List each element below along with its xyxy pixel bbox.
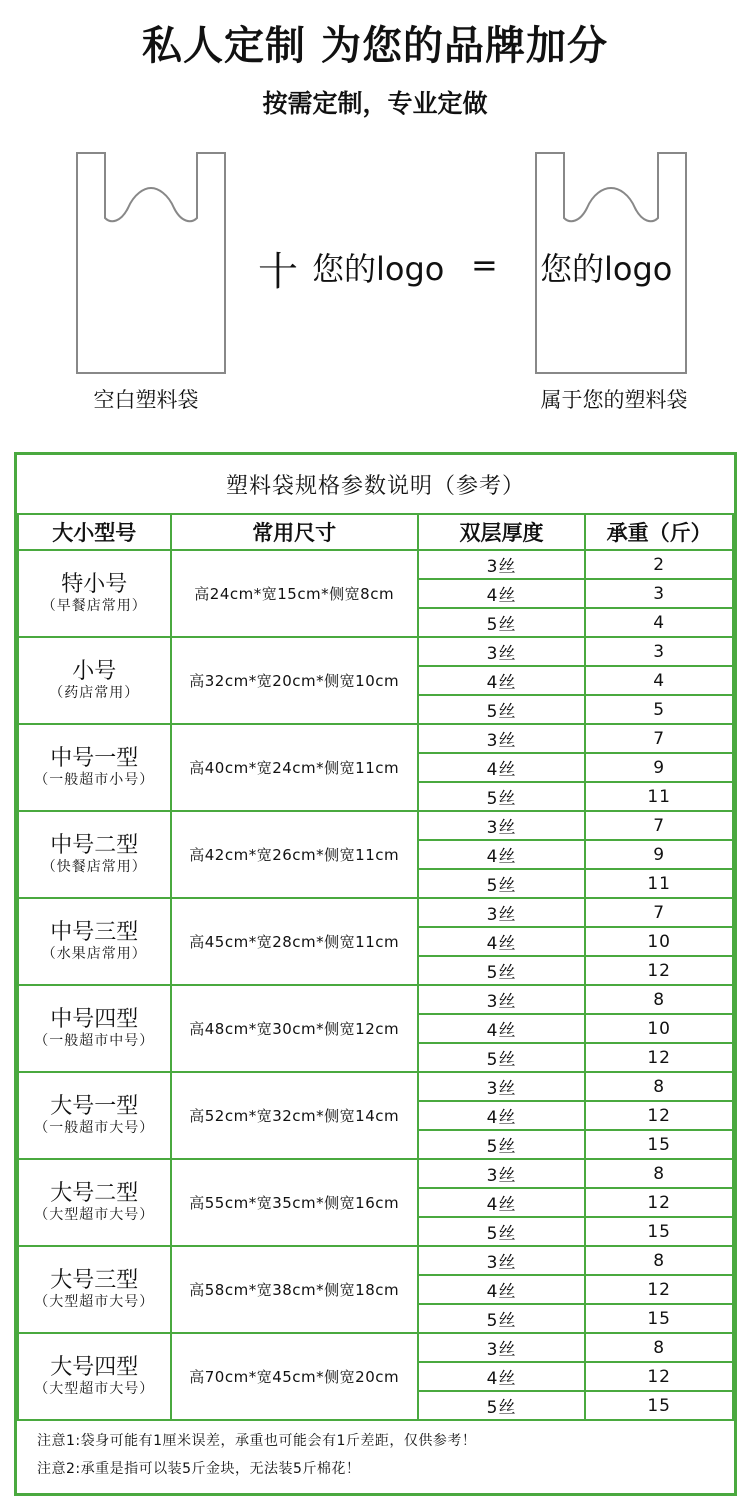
- thickness-cell: 5丝: [418, 1304, 585, 1333]
- thickness-cell: 3丝: [418, 637, 585, 666]
- thickness-cell: 3丝: [418, 811, 585, 840]
- common-size-cell: 高45cm*宽28cm*侧宽11cm: [171, 898, 418, 985]
- blank-bag-icon: [76, 152, 226, 374]
- load-cell: 4: [585, 666, 733, 695]
- logo-label: 您的logo: [312, 250, 445, 288]
- branded-bag-logo-text: 您的logo: [540, 250, 673, 288]
- thickness-cell: 4丝: [418, 579, 585, 608]
- load-cell: 15: [585, 1130, 733, 1159]
- blank-bag-caption: 空白塑料袋: [93, 388, 199, 412]
- note-1: 注意1:袋身可能有1厘米误差，承重也可能会有1斤差距，仅供参考！: [37, 1433, 477, 1449]
- size-model-name: 大号四型: [50, 1354, 139, 1380]
- load-cell: 3: [585, 637, 733, 666]
- thickness-cell: 3丝: [418, 1159, 585, 1188]
- load-cell: 12: [585, 1188, 733, 1217]
- size-model-name: 中号一型: [50, 745, 139, 771]
- size-model-name: 中号二型: [50, 832, 139, 858]
- load-cell: 10: [585, 1014, 733, 1043]
- size-model-cell: [18, 1072, 171, 1159]
- size-model-name: 大号三型: [50, 1267, 139, 1293]
- table-row: [18, 724, 733, 753]
- load-cell: 8: [585, 1072, 733, 1101]
- load-cell: 4: [585, 608, 733, 637]
- table-row: [18, 1159, 733, 1188]
- thickness-cell: 5丝: [418, 1217, 585, 1246]
- thickness-cell: 3丝: [418, 724, 585, 753]
- thickness-cell: 5丝: [418, 869, 585, 898]
- size-model-name: 大号二型: [50, 1180, 139, 1206]
- plus-sign: 十: [258, 249, 298, 295]
- load-cell: 7: [585, 898, 733, 927]
- column-header-load: 承重（斤）: [585, 514, 733, 550]
- spec-table-frame: [14, 452, 737, 1496]
- load-cell: 8: [585, 1159, 733, 1188]
- table-row: [18, 550, 733, 579]
- thickness-cell: 4丝: [418, 1101, 585, 1130]
- size-model-name: 大号一型: [50, 1093, 139, 1119]
- page-subtitle: 按需定制，专业定做: [262, 89, 488, 118]
- thickness-cell: 3丝: [418, 898, 585, 927]
- thickness-cell: 5丝: [418, 695, 585, 724]
- size-model-usage: （一般超市小号）: [34, 771, 155, 788]
- load-cell: 3: [585, 579, 733, 608]
- thickness-cell: 3丝: [418, 1333, 585, 1362]
- size-model-cell: [18, 898, 171, 985]
- notes: [37, 1427, 476, 1483]
- load-cell: 15: [585, 1391, 733, 1420]
- table-row: [18, 898, 733, 927]
- load-cell: 12: [585, 1362, 733, 1391]
- thickness-cell: 4丝: [418, 1362, 585, 1391]
- load-cell: 15: [585, 1217, 733, 1246]
- common-size-cell: 高32cm*宽20cm*侧宽10cm: [171, 637, 418, 724]
- common-size-cell: 高40cm*宽24cm*侧宽11cm: [171, 724, 418, 811]
- thickness-cell: 4丝: [418, 840, 585, 869]
- thickness-cell: 5丝: [418, 608, 585, 637]
- load-cell: 11: [585, 869, 733, 898]
- load-cell: 9: [585, 840, 733, 869]
- table-row: [18, 1072, 733, 1101]
- load-cell: 12: [585, 1043, 733, 1072]
- common-size-cell: 高52cm*宽32cm*侧宽14cm: [171, 1072, 418, 1159]
- size-model-usage: （一般超市中号）: [34, 1032, 155, 1049]
- load-cell: 12: [585, 1275, 733, 1304]
- size-model-cell: [18, 550, 171, 637]
- common-size-cell: 高48cm*宽30cm*侧宽12cm: [171, 985, 418, 1072]
- load-cell: 8: [585, 1246, 733, 1275]
- size-model-cell: [18, 1159, 171, 1246]
- column-header-size-model: 大小型号: [18, 514, 171, 550]
- page-title: 私人定制 为您的品牌加分: [142, 23, 608, 69]
- common-size-cell: 高55cm*宽35cm*侧宽16cm: [171, 1159, 418, 1246]
- load-cell: 10: [585, 927, 733, 956]
- load-cell: 8: [585, 985, 733, 1014]
- common-size-cell: 高24cm*宽15cm*侧宽8cm: [171, 550, 418, 637]
- load-cell: 5: [585, 695, 733, 724]
- thickness-cell: 5丝: [418, 956, 585, 985]
- size-model-usage: （早餐店常用）: [41, 597, 147, 614]
- size-model-cell: [18, 1333, 171, 1420]
- size-model-cell: [18, 1246, 171, 1333]
- size-model-usage: （药店常用）: [49, 684, 140, 701]
- table-row: [18, 1333, 733, 1362]
- equals-sign: =: [471, 246, 498, 284]
- column-header-thickness: 双层厚度: [418, 514, 585, 550]
- load-cell: 15: [585, 1304, 733, 1333]
- size-model-cell: [18, 811, 171, 898]
- size-model-usage: （大型超市大号）: [34, 1206, 155, 1223]
- thickness-cell: 4丝: [418, 753, 585, 782]
- branded-bag-caption: 属于您的塑料袋: [540, 388, 688, 412]
- load-cell: 7: [585, 724, 733, 753]
- size-model-name: 中号四型: [50, 1006, 139, 1032]
- spec-table: [17, 455, 734, 1421]
- thickness-cell: 5丝: [418, 1130, 585, 1159]
- thickness-cell: 3丝: [418, 550, 585, 579]
- load-cell: 7: [585, 811, 733, 840]
- table-row: [18, 985, 733, 1014]
- table-row: [18, 1246, 733, 1275]
- table-title: 塑料袋规格参数说明（参考）: [18, 455, 733, 514]
- note-2: 注意2:承重是指可以装5斤金块，无法装5斤棉花！: [37, 1461, 361, 1477]
- size-model-usage: （大型超市大号）: [34, 1293, 155, 1310]
- size-model-name: 中号三型: [50, 919, 139, 945]
- thickness-cell: 4丝: [418, 1188, 585, 1217]
- table-row: [18, 811, 733, 840]
- column-header-common-size: 常用尺寸: [171, 514, 418, 550]
- thickness-cell: 4丝: [418, 927, 585, 956]
- load-cell: 12: [585, 956, 733, 985]
- thickness-cell: 4丝: [418, 1275, 585, 1304]
- load-cell: 9: [585, 753, 733, 782]
- size-model-cell: [18, 985, 171, 1072]
- thickness-cell: 3丝: [418, 985, 585, 1014]
- load-cell: 8: [585, 1333, 733, 1362]
- thickness-cell: 5丝: [418, 1391, 585, 1420]
- size-model-usage: （大型超市大号）: [34, 1380, 155, 1397]
- thickness-cell: 4丝: [418, 666, 585, 695]
- common-size-cell: 高42cm*宽26cm*侧宽11cm: [171, 811, 418, 898]
- size-model-cell: [18, 637, 171, 724]
- thickness-cell: 3丝: [418, 1072, 585, 1101]
- table-row: [18, 637, 733, 666]
- load-cell: 12: [585, 1101, 733, 1130]
- size-model-usage: （快餐店常用）: [41, 858, 147, 875]
- thickness-cell: 3丝: [418, 1246, 585, 1275]
- thickness-cell: 5丝: [418, 782, 585, 811]
- thickness-cell: 4丝: [418, 1014, 585, 1043]
- size-model-usage: （水果店常用）: [41, 945, 147, 962]
- size-model-name: 特小号: [61, 571, 128, 597]
- size-model-name: 小号: [72, 658, 117, 684]
- thickness-cell: 5丝: [418, 1043, 585, 1072]
- load-cell: 2: [585, 550, 733, 579]
- common-size-cell: 高58cm*宽38cm*侧宽18cm: [171, 1246, 418, 1333]
- load-cell: 11: [585, 782, 733, 811]
- common-size-cell: 高70cm*宽45cm*侧宽20cm: [171, 1333, 418, 1420]
- size-model-usage: （一般超市大号）: [34, 1119, 155, 1136]
- size-model-cell: [18, 724, 171, 811]
